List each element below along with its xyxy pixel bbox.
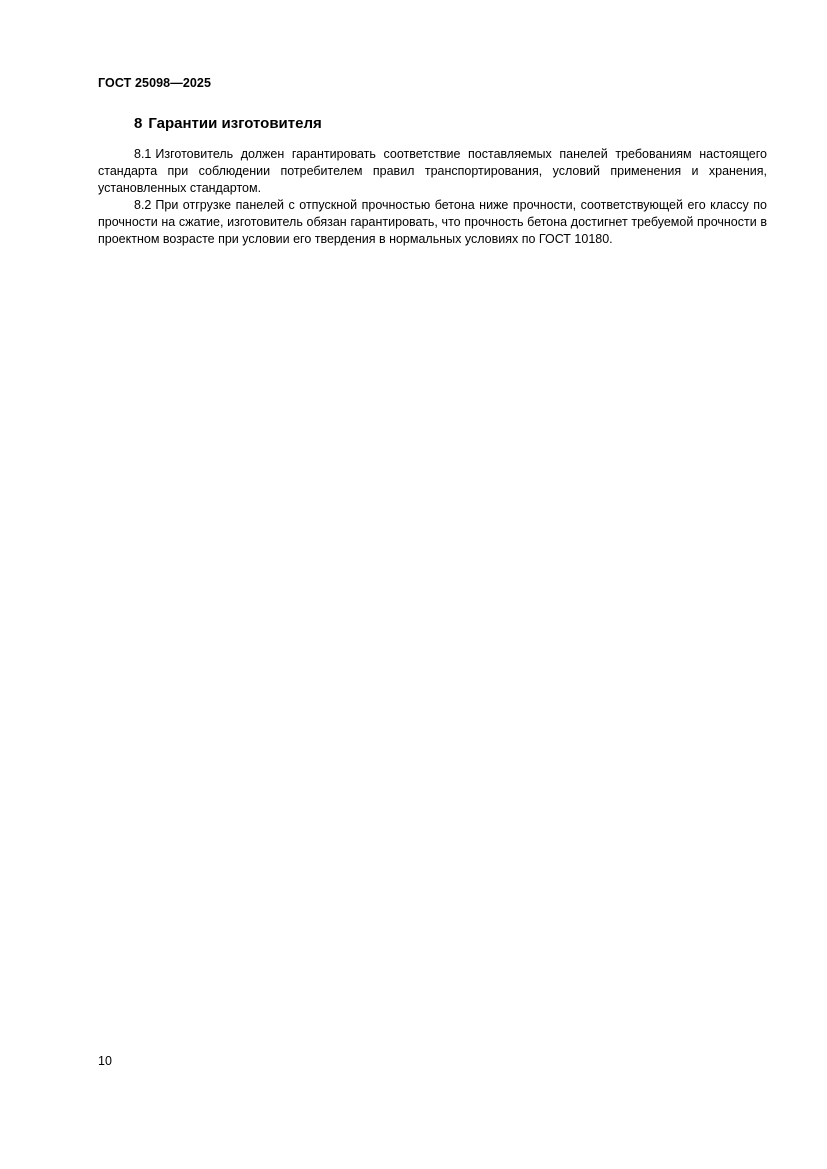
paragraph-8-1: [98, 146, 767, 197]
section-number: 8: [134, 115, 143, 132]
paragraph-8-2: [98, 197, 767, 248]
paragraph-text: Изготовитель должен гарантировать соответствие поставляемых панелей требованиям настоящего стандарта при соблюдении потребителем правил транспортирования, условий применения и хранения, установленных стандартом.: [98, 147, 767, 195]
section-title: Гарантии изготовителя: [148, 115, 322, 132]
clause-number: 8.2: [134, 198, 152, 212]
clause-number: 8.1: [134, 147, 152, 161]
section-body: [98, 146, 767, 248]
page-number: 10: [98, 1054, 112, 1068]
section-heading: [134, 115, 322, 132]
paragraph-text: При отгрузке панелей с отпускной прочностью бетона ниже прочности, соответствующей его классу по прочности на сжатие, изготовитель обязан гарантировать, что прочность бетона достигнет требуемой прочности в проектном возрасте при условии его твердения в нормальных условиях по ГОСТ 10180.: [98, 198, 767, 246]
running-header: ГОСТ 25098—2025: [98, 76, 212, 90]
